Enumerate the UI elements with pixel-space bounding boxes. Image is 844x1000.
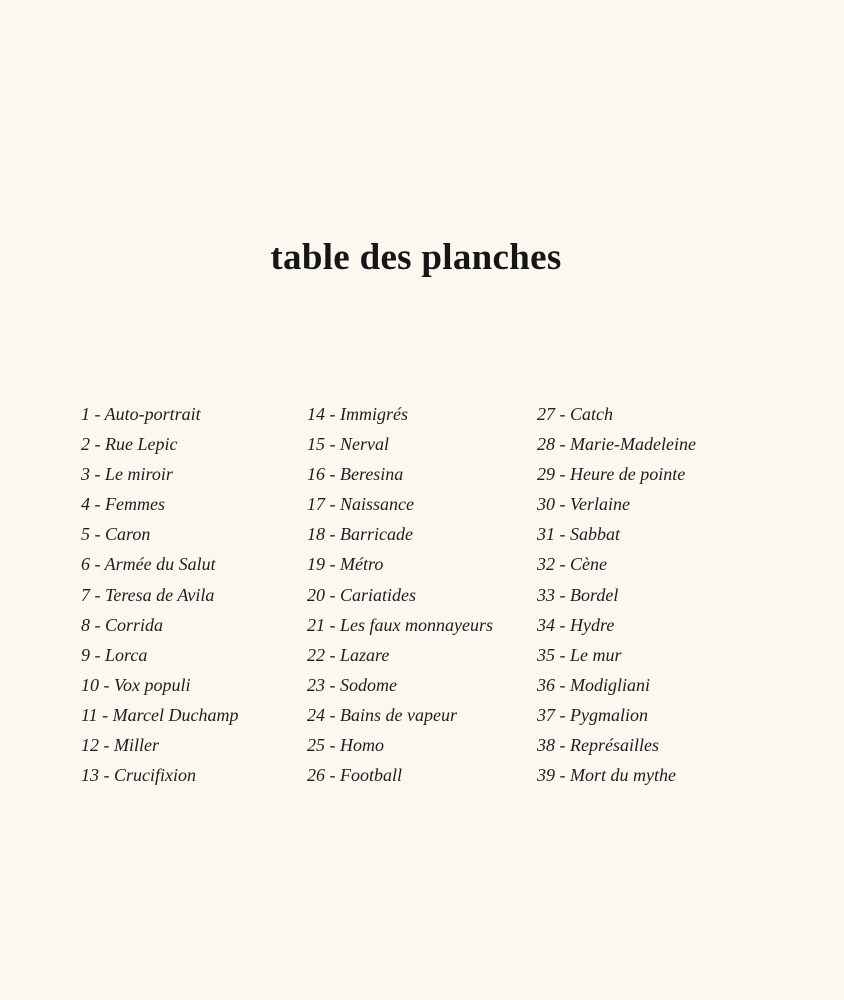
plate-entry: 23 - Sodome: [307, 674, 397, 695]
plate-entry: 32 - Cène: [537, 554, 607, 575]
plates-column-3: [537, 401, 696, 792]
plate-entry: 17 - Naissance: [307, 494, 414, 515]
plate-entry: 11 - Marcel Duchamp: [81, 704, 239, 725]
plate-entry: 19 - Métro: [307, 554, 384, 575]
plate-entry: 38 - Représailles: [537, 735, 659, 756]
plate-entry: 30 - Verlaine: [537, 494, 630, 515]
plate-entry: 31 - Sabbat: [537, 524, 620, 545]
plate-entry: 18 - Barricade: [307, 524, 413, 545]
plates-column-2: [307, 401, 493, 792]
plate-entry: 20 - Cariatides: [307, 584, 417, 605]
plate-entry: 35 - Le mur: [537, 644, 622, 665]
plate-entry: 7 - Teresa de Avila: [81, 584, 215, 605]
plate-entry: 37 - Pygmalion: [537, 704, 648, 725]
plate-entry: 6 - Armée du Salut: [81, 554, 216, 575]
plate-entry: 25 - Homo: [307, 735, 384, 756]
plate-entry: 8 - Corrida: [81, 614, 164, 635]
plate-entry: 14 - Immigrés: [307, 404, 408, 424]
plate-entry: 4 - Femmes: [81, 494, 165, 515]
page-title: table des planches: [270, 237, 562, 278]
plate-entry: 13 - Crucifixion: [81, 765, 196, 786]
plate-entry: 27 - Catch: [537, 404, 613, 424]
plate-entry: 28 - Marie-Madeleine: [537, 434, 696, 455]
plate-entry: 1 - Auto-portrait: [81, 404, 201, 424]
plate-entry: 33 - Bordel: [537, 584, 619, 605]
plate-entry: 3 - Le miroir: [81, 464, 173, 485]
plate-entry: 15 - Nerval: [307, 434, 389, 455]
plate-entry: 5 - Caron: [81, 524, 151, 545]
plate-entry: 21 - Les faux monnayeurs: [307, 614, 493, 635]
plates-column-1: [81, 401, 238, 792]
plate-entry: 24 - Bains de vapeur: [307, 704, 457, 725]
plate-entry: 9 - Lorca: [81, 644, 148, 665]
plate-entry: 16 - Beresina: [307, 464, 404, 485]
plate-entry: 12 - Miller: [81, 735, 159, 756]
plate-entry: 36 - Modigliani: [537, 674, 650, 695]
plate-entry: 39 - Mort du mythe: [537, 765, 676, 786]
plate-entry: 22 - Lazare: [307, 644, 390, 665]
plate-entry: 10 - Vox populi: [81, 674, 191, 695]
plate-entry: 26 - Football: [307, 765, 402, 786]
plate-entry: 29 - Heure de pointe: [537, 464, 686, 485]
plate-entry: 34 - Hydre: [537, 614, 615, 635]
plate-entry: 2 - Rue Lepic: [81, 434, 178, 455]
